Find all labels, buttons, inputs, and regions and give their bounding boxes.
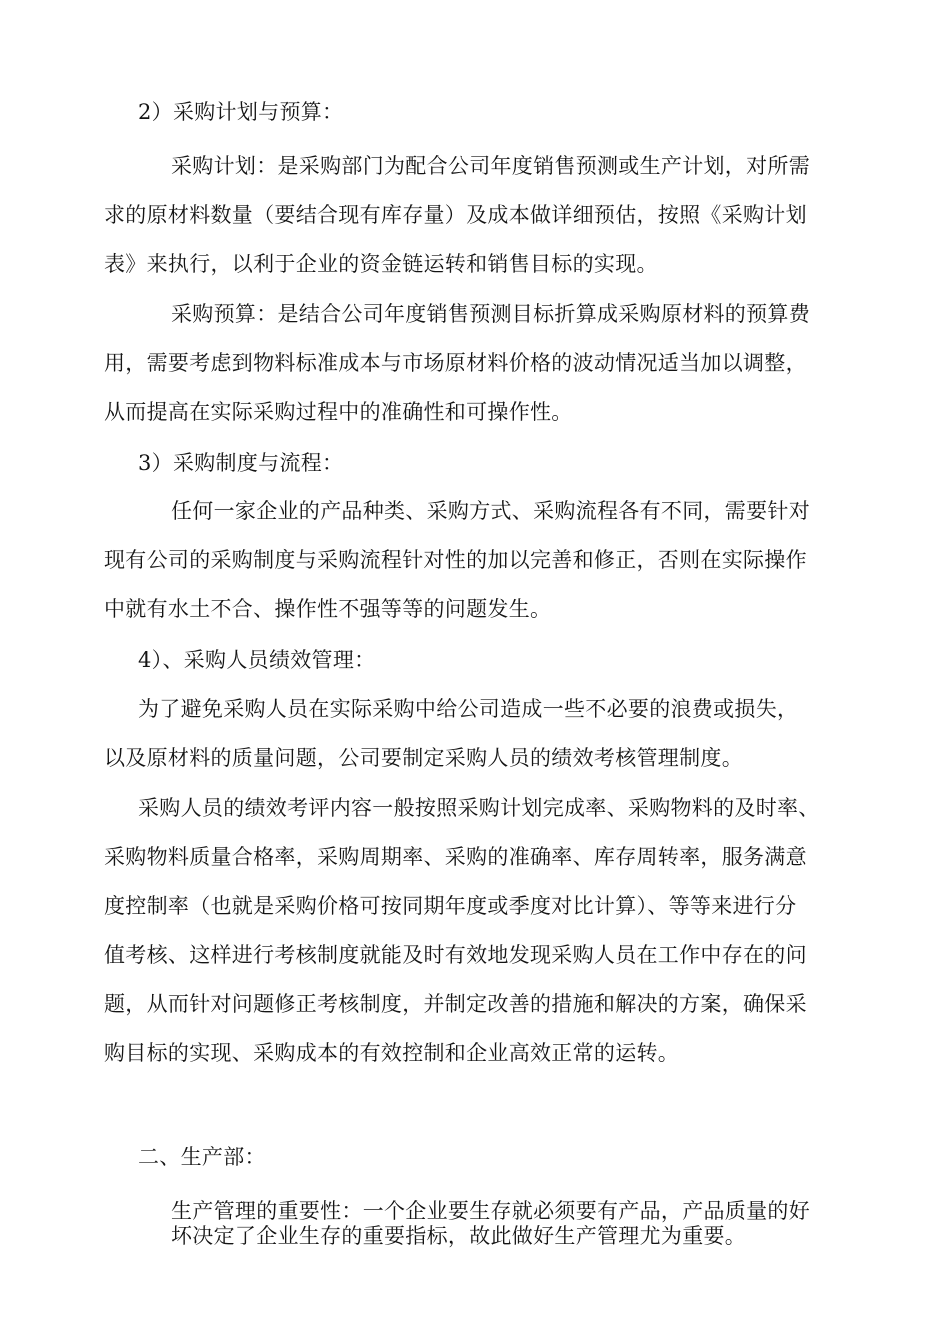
budget-paragraph-line: 采购预算：是结合公司年度销售预测目标折算成采购原材料的预算费 bbox=[171, 302, 810, 326]
performance-detail-line: 题，从而针对问题修正考核制度，并制定改善的措施和解决的方案，确保采 bbox=[104, 992, 807, 1016]
performance-detail-line: 采购人员的绩效考评内容一般按照采购计划完成率、采购物料的及时率、 bbox=[138, 796, 820, 820]
performance-paragraph-line: 以及原材料的质量问题，公司要制定采购人员的绩效考核管理制度。 bbox=[104, 746, 743, 770]
performance-detail-line: 值考核、这样进行考核制度就能及时有效地发现采购人员在工作中存在的问 bbox=[104, 943, 807, 967]
section-heading-performance: 4）、采购人员绩效管理： bbox=[138, 648, 376, 672]
process-paragraph-line: 中就有水土不合、操作性不强等等的问题发生。 bbox=[104, 597, 552, 621]
chapter-heading-production: 二、生产部： bbox=[138, 1145, 266, 1169]
process-paragraph-line: 任何一家企业的产品种类、采购方式、采购流程各有不同，需要针对 bbox=[171, 499, 810, 523]
performance-paragraph-line: 为了避免采购人员在实际采购中给公司造成一些不必要的浪费或损失， bbox=[138, 697, 799, 721]
plan-paragraph-line: 表》来执行，以利于企业的资金链运转和销售目标的实现。 bbox=[104, 252, 658, 276]
section-heading-purchase-process: 3）采购制度与流程： bbox=[138, 451, 344, 475]
performance-detail-line: 购目标的实现、采购成本的有效控制和企业高效正常的运转。 bbox=[104, 1041, 680, 1065]
production-paragraph-line: 坏决定了企业生存的重要指标，故此做好生产管理尤为重要。 bbox=[171, 1224, 747, 1248]
process-paragraph-line: 现有公司的采购制度与采购流程针对性的加以完善和修正，否则在实际操作 bbox=[104, 548, 807, 572]
section-heading-purchase-plan: 2）采购计划与预算： bbox=[138, 100, 344, 124]
budget-paragraph-line: 从而提高在实际采购过程中的准确性和可操作性。 bbox=[104, 400, 573, 424]
performance-detail-line: 采购物料质量合格率，采购周期率、采购的准确率、库存周转率，服务满意 bbox=[104, 845, 807, 869]
performance-detail-line: 度控制率（也就是采购价格可按同期年度或季度对比计算）、等等来进行分 bbox=[104, 894, 797, 918]
plan-paragraph-line: 采购计划：是采购部门为配合公司年度销售预测或生产计划，对所需 bbox=[171, 154, 810, 178]
production-paragraph-line: 生产管理的重要性：一个企业要生存就必须要有产品，产品质量的好 bbox=[171, 1199, 810, 1223]
budget-paragraph-line: 用，需要考虑到物料标准成本与市场原材料价格的波动情况适当加以调整， bbox=[104, 351, 807, 375]
plan-paragraph-line: 求的原材料数量（要结合现有库存量）及成本做详细预估，按照《采购计划 bbox=[104, 203, 807, 227]
